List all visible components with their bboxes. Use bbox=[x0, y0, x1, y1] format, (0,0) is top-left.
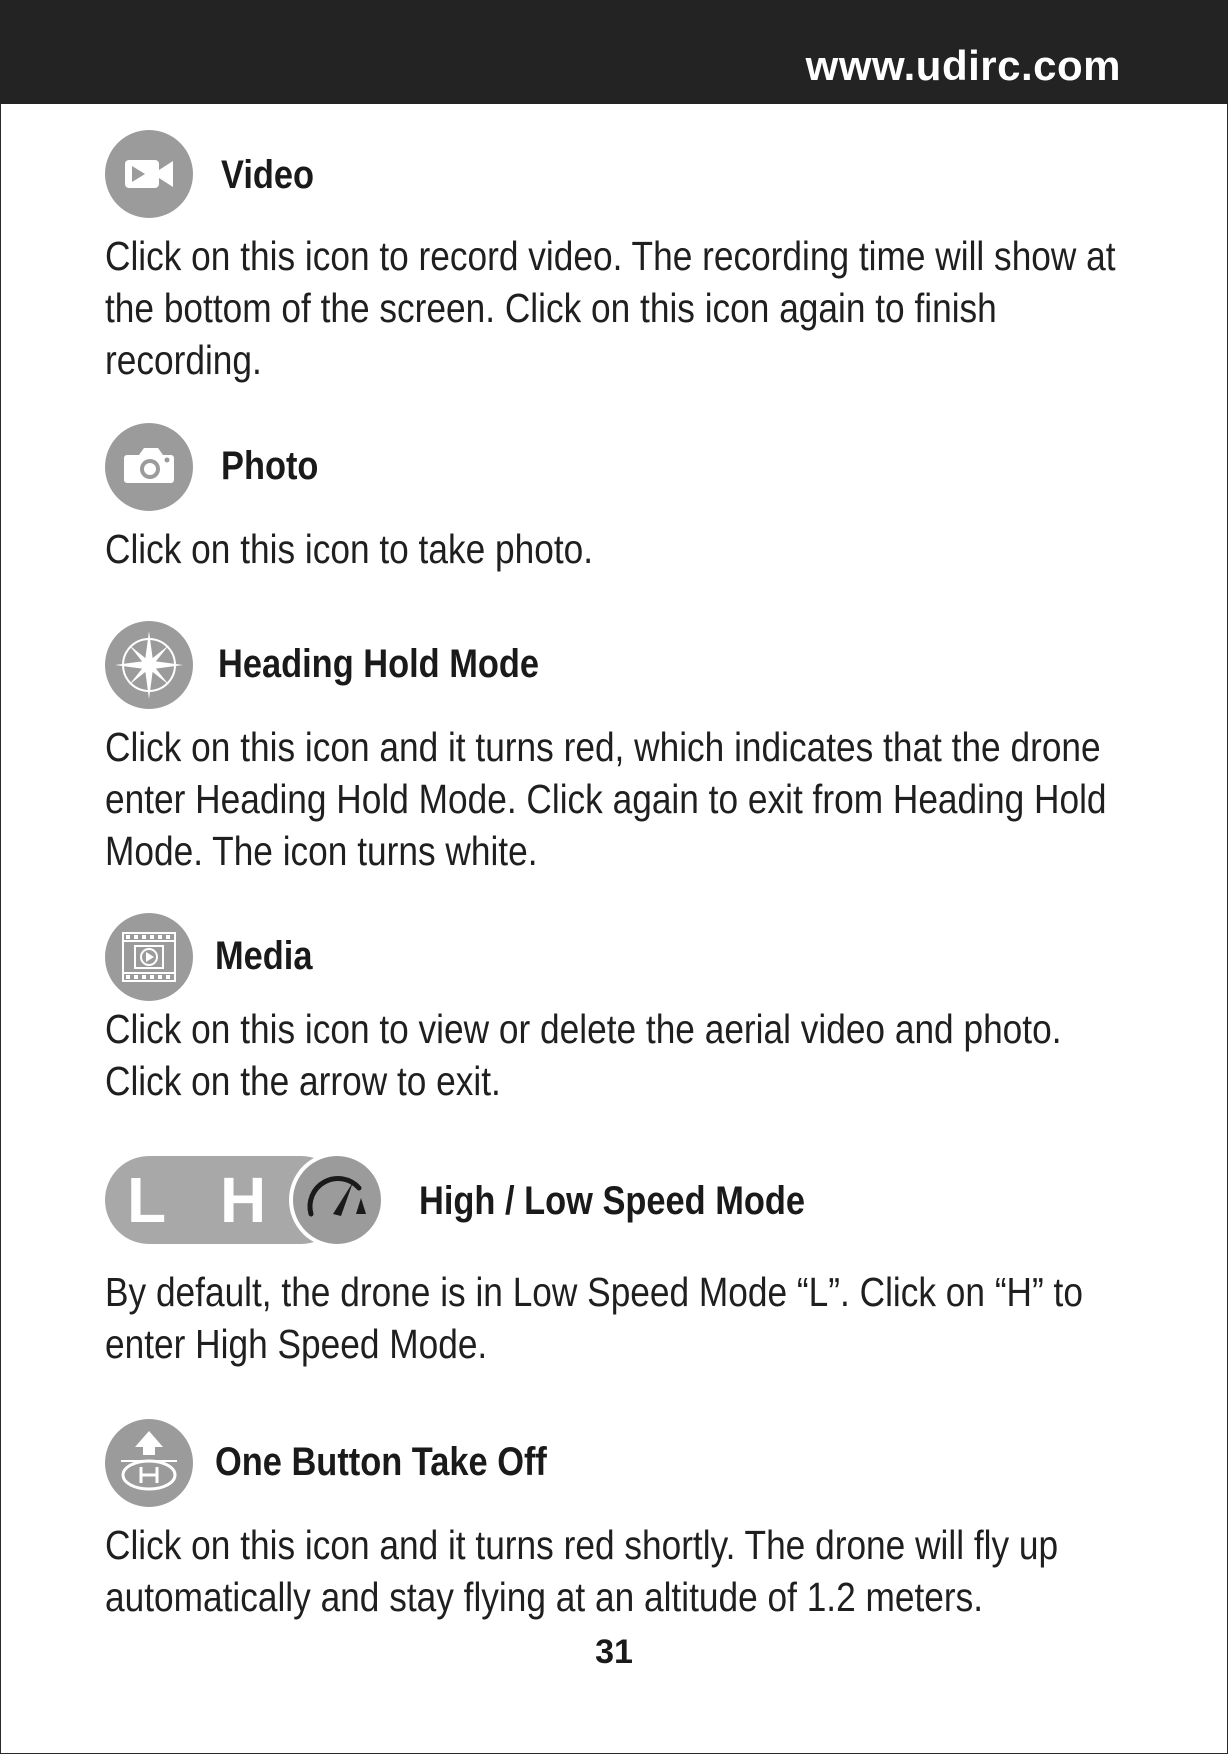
takeoff-icon[interactable] bbox=[105, 1419, 193, 1507]
section-title: Photo bbox=[221, 444, 319, 488]
video-camera-icon[interactable] bbox=[105, 130, 193, 218]
section-title: Video bbox=[221, 153, 315, 197]
section-body: By default, the drone is in Low Speed Mode “L”. Click on “H” to enter High Speed Mode. bbox=[105, 1269, 1083, 1367]
speed-high-label[interactable]: H bbox=[220, 1164, 267, 1236]
media-film-icon[interactable] bbox=[105, 913, 193, 1001]
compass-icon[interactable] bbox=[105, 621, 193, 709]
section-title: Media bbox=[215, 934, 313, 978]
page-number: 31 bbox=[595, 1633, 633, 1671]
speed-low-label[interactable]: L bbox=[127, 1164, 167, 1236]
section-body: Click on this icon to record video. The recording time will show at the bottom of the screen. Click on this icon again to finish recording. bbox=[105, 233, 1116, 383]
section-title: One Button Take Off bbox=[215, 1440, 547, 1484]
speed-toggle[interactable] bbox=[105, 1156, 385, 1244]
section-body: Click on this icon to take photo. bbox=[105, 526, 594, 572]
section-title: High / Low Speed Mode bbox=[419, 1179, 806, 1223]
camera-icon[interactable] bbox=[105, 423, 193, 511]
section-body: Click on this icon and it turns red shortly. The drone will fly up automatically and stay flying at an altitude of 1.2 meters. bbox=[105, 1522, 1059, 1620]
header-bar bbox=[0, 0, 1228, 104]
section-body: Click on this icon and it turns red, which indicates that the drone enter Heading Hold Mode. Click again to exit from Heading Hold Mode. The icon turns white. bbox=[105, 724, 1107, 874]
section-body: Click on this icon to view or delete the aerial video and photo. Click on the arrow to exit. bbox=[105, 1006, 1062, 1104]
section-title: Heading Hold Mode bbox=[218, 642, 540, 686]
speedometer-icon[interactable] bbox=[293, 1156, 381, 1244]
site-url: www.udirc.com bbox=[805, 42, 1121, 89]
